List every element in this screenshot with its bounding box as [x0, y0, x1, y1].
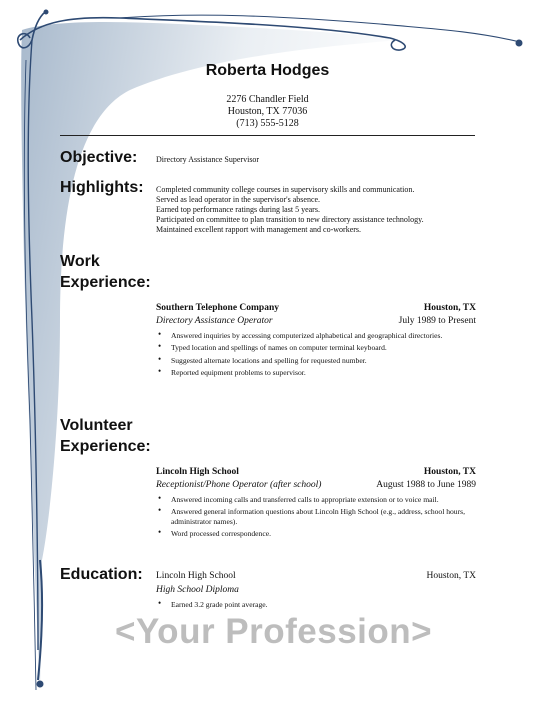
bullet-icon: •: [158, 598, 162, 608]
education-degree: High School Diploma: [156, 585, 239, 595]
phone-number: (713) 555-5128: [236, 118, 299, 129]
list-item: [156, 600, 456, 610]
volunteer-heading-line2: Experience:: [60, 438, 151, 455]
education-school: Lincoln High School: [156, 571, 236, 581]
candidate-name: Roberta Hodges: [205, 62, 330, 79]
education-heading: Education:: [60, 566, 143, 583]
highlight-item: Served as lead operator in the supervisor's absence.: [156, 195, 321, 204]
profession-watermark: <Your Profession>: [115, 612, 433, 651]
work-title: Directory Assistance Operator: [156, 316, 273, 326]
list-item: [156, 343, 456, 353]
highlight-item: Participated on committee to plan transition to new directory assistance technology.: [156, 215, 424, 224]
work-bullets: [156, 331, 456, 380]
list-item: [156, 507, 468, 527]
volunteer-bullet-text: Word processed correspondence.: [171, 529, 271, 539]
volunteer-location: Houston, TX: [423, 467, 476, 477]
bullet-icon: •: [158, 505, 162, 516]
volunteer-bullet-text: Answered general information questions about Lincoln High School (e.g., address, school hours, administrator names).: [171, 507, 465, 527]
work-dates: July 1989 to Present: [398, 316, 476, 326]
list-item: [156, 353, 456, 366]
list-item: [156, 495, 468, 505]
work-bullet-text: Reported equipment problems to supervisor.: [171, 367, 306, 377]
bullet-icon: •: [158, 365, 162, 376]
volunteer-dates: August 1988 to June 1989: [376, 480, 476, 490]
volunteer-bullet-text: Answered incoming calls and transferred calls to appropriate extension or to voice mail.: [171, 495, 439, 504]
bullet-icon: •: [158, 353, 162, 364]
highlight-item: Maintained excellent rapport with management and co-workers.: [156, 225, 362, 234]
list-item: [156, 529, 468, 539]
objective-text: Directory Assistance Supervisor: [156, 155, 260, 164]
work-bullet-text: Typed location and spellings of names on computer terminal keyboard.: [171, 343, 387, 353]
work-company: Southern Telephone Company: [156, 303, 280, 313]
volunteer-title: Receptionist/Phone Operator (after school): [156, 480, 322, 490]
volunteer-heading-line1: Volunteer: [60, 417, 133, 434]
education-bullet-text: Earned 3.2 grade point average.: [171, 600, 268, 609]
work-location: Houston, TX: [423, 303, 476, 313]
highlight-item: Completed community college courses in supervisory skills and communication.: [156, 185, 415, 194]
list-item: [156, 331, 456, 341]
list-item: [156, 365, 456, 378]
work-bullet-text: Answered inquiries by accessing computerized alphabetical and geographical directories.: [171, 331, 443, 340]
work-bullet-text: Suggested alternate locations and spelling for requested number.: [171, 355, 367, 365]
education-location: Houston, TX: [426, 571, 476, 581]
address-line-2: Houston, TX 77036: [227, 106, 308, 117]
volunteer-bullets: [156, 495, 468, 542]
work-heading-line2: Experience:: [60, 274, 151, 291]
objective-heading: Objective:: [60, 149, 138, 166]
bullet-icon: •: [158, 493, 162, 503]
highlights-list: [156, 185, 476, 235]
header-divider: [60, 135, 475, 136]
bullet-icon: •: [158, 329, 162, 339]
bullet-icon: •: [158, 341, 162, 352]
highlight-item: Earned top performance ratings during last 5 years.: [156, 205, 320, 214]
bullet-icon: •: [158, 527, 162, 538]
highlights-heading: Highlights:: [60, 179, 144, 196]
work-heading-line1: Work: [60, 253, 100, 270]
volunteer-org: Lincoln High School: [156, 467, 239, 477]
education-bullets: [156, 600, 456, 612]
address-line-1: 2276 Chandler Field: [226, 94, 309, 105]
